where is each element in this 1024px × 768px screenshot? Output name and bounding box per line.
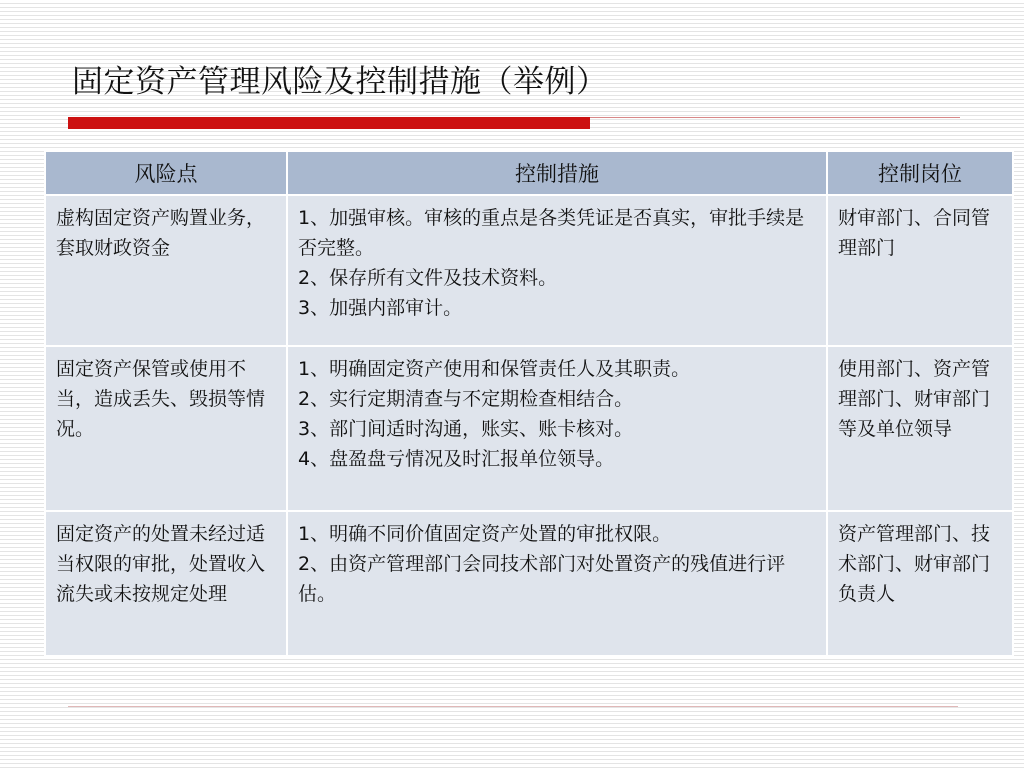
header-risk-point: 风险点 bbox=[45, 151, 287, 195]
table-row bbox=[45, 346, 1013, 511]
control-position-cell: 财审部门、合同管理部门 bbox=[827, 195, 1013, 346]
risk-point-cell: 固定资产的处置未经过适当权限的审批，处置收入流失或未按规定处理 bbox=[45, 511, 287, 656]
control-position-cell: 使用部门、资产管理部门、财审部门等及单位领导 bbox=[827, 346, 1013, 511]
title-underline-thin-line bbox=[590, 117, 960, 118]
measure-item: 2、实行定期清查与不定期检查相结合。 bbox=[298, 388, 634, 410]
measure-item: 4、盘盈盘亏情况及时汇报单位领导。 bbox=[298, 448, 615, 470]
risk-point-cell: 固定资产保管或使用不当，造成丢失、毁损等情况。 bbox=[45, 346, 287, 511]
title-underline-red-bar bbox=[68, 117, 590, 129]
control-position-cell: 资产管理部门、技术部门、财审部门负责人 bbox=[827, 511, 1013, 656]
table-row bbox=[45, 511, 1013, 656]
footer-divider-line bbox=[68, 706, 958, 707]
risk-point-cell: 虚构固定资产购置业务，套取财政资金 bbox=[45, 195, 287, 346]
measure-item: 1、加强审核。审核的重点是各类凭证是否真实，审批手续是否完整。 bbox=[298, 207, 805, 259]
measure-item: 2、由资产管理部门会同技术部门对处置资产的残值进行评估。 bbox=[298, 553, 786, 605]
risk-control-table bbox=[44, 150, 1014, 657]
measure-item: 3、部门间适时沟通，账实、账卡核对。 bbox=[298, 418, 634, 440]
slide-title: 固定资产管理风险及控制措施（举例） bbox=[72, 64, 608, 100]
control-measures-cell bbox=[287, 511, 827, 656]
control-measures-cell bbox=[287, 346, 827, 511]
measure-item: 2、保存所有文件及技术资料。 bbox=[298, 267, 558, 289]
table-row bbox=[45, 195, 1013, 346]
measure-item: 3、加强内部审计。 bbox=[298, 297, 463, 319]
measure-item: 1、明确不同价值固定资产处置的审批权限。 bbox=[298, 523, 672, 545]
header-control-measures: 控制措施 bbox=[287, 151, 827, 195]
control-measures-cell bbox=[287, 195, 827, 346]
table-header-row bbox=[45, 151, 1013, 195]
measure-item: 1、明确固定资产使用和保管责任人及其职责。 bbox=[298, 358, 691, 380]
header-control-position: 控制岗位 bbox=[827, 151, 1013, 195]
